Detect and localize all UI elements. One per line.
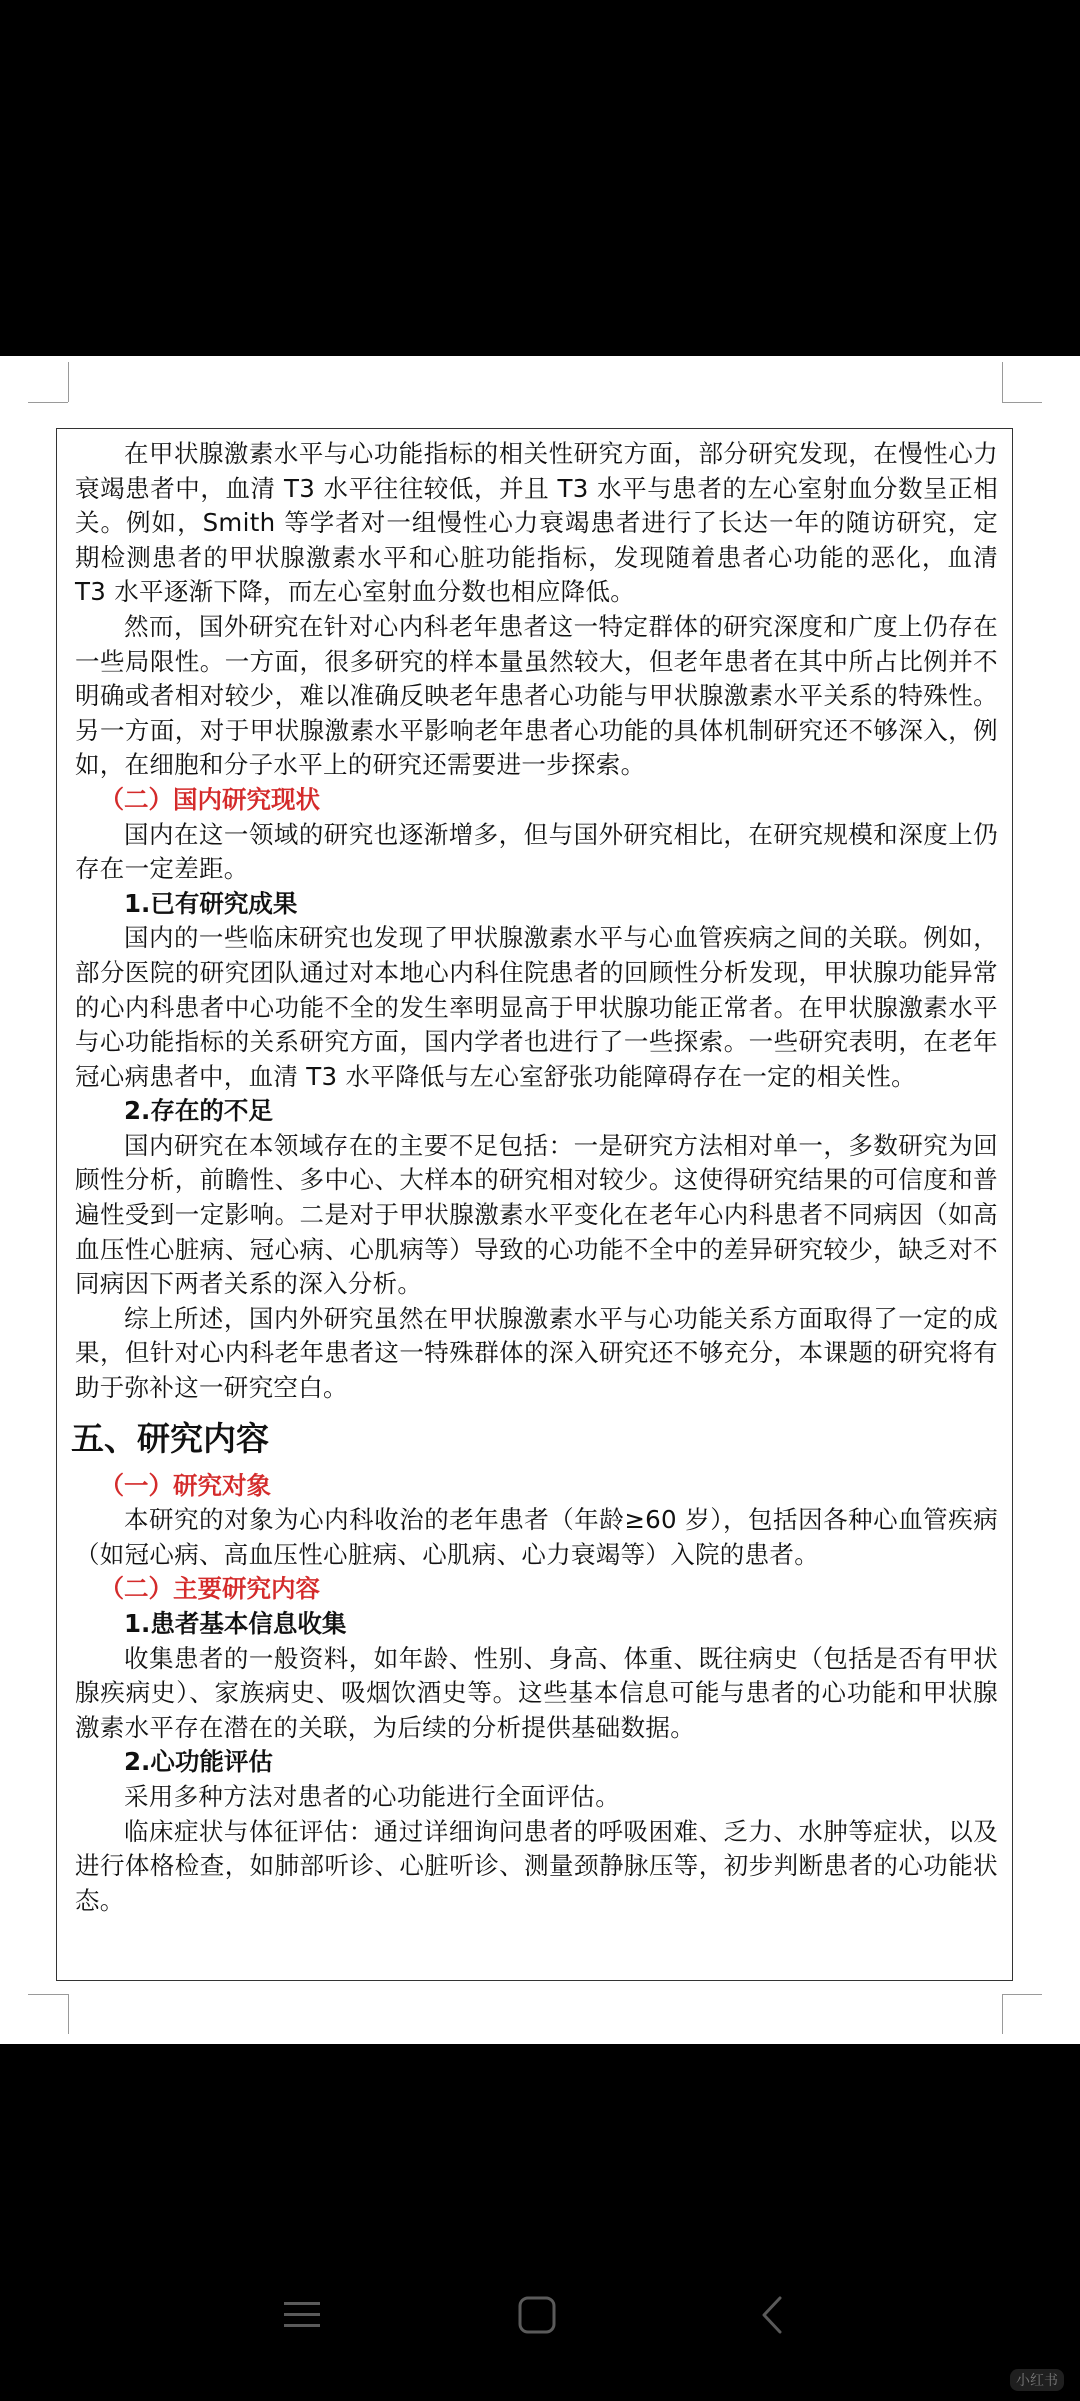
section-heading-domestic: （二）国内研究现状 (99, 784, 320, 814)
crop-mark (68, 362, 69, 402)
crop-mark (28, 1994, 68, 1995)
paragraph: 在甲状腺激素水平与心功能指标的相关性研究方面，部分研究发现，在慢性心力衰竭患者中，血清 T3 水平往往较低，并且 T3 水平与患者的左心室射血分数呈正相关。例如，Smith 等学者对一组慢性心力衰竭患者进行了长达一年的随访研究，定期检测患者的甲状腺激素水平和心脏功能指标，发现随着患者心功能的恶化，血清 T3 水平逐渐下降，而左心室射血分数也相应降低。 (75, 439, 998, 607)
crop-mark (28, 402, 68, 403)
back-icon (742, 2290, 802, 2340)
paragraph: 国内的一些临床研究也发现了甲状腺激素水平与心血管疾病之间的关联。例如，部分医院的研究团队通过对本地心内科住院患者的回顾性分析发现，甲状腺功能异常的心内科患者中心功能不全的发生率明显高于甲状腺功能正常者。在甲状腺激素水平与心功能指标的关系研究方面，国内学者也进行了一些探索。一些研究表明，在老年冠心病患者中，血清 T3 水平降低与左心室舒张功能障碍存在一定的相关性。 (75, 923, 998, 1091)
subheading-info: 1.患者基本信息收集 (124, 1609, 347, 1638)
watermark-badge: 小红书 (1010, 2369, 1064, 2391)
document-page (0, 356, 1080, 2044)
home-icon (507, 2290, 567, 2340)
paragraph: 收集患者的一般资料，如年龄、性别、身高、体重、既往病史（包括是否有甲状腺疾病史）、家族病史、吸烟饮酒史等。这些基本信息可能与患者的心功能和甲状腺激素水平存在潜在的关联，为后续的分析提供基础数据。 (75, 1643, 998, 1742)
menu-button[interactable] (272, 2290, 332, 2340)
subheading-cardiac: 2.心功能评估 (124, 1747, 273, 1777)
document-body (56, 428, 1013, 1981)
crop-mark (1002, 402, 1042, 403)
subheading-achievements: 1.已有研究成果 (124, 888, 298, 918)
paragraph: 临床症状与体征评估：通过详细询问患者的呼吸困难、乏力、水肿等症状，以及进行体格检查，如肺部听诊、心脏听诊、测量颈静脉压等，初步判断患者的心功能状态。 (75, 1816, 998, 1915)
chapter-heading-research-content: 五、研究内容 (71, 1418, 269, 1458)
crop-mark (1002, 1994, 1003, 2034)
paragraph: 然而，国外研究在针对心内科老年患者这一特定群体的研究深度和广度上仍存在一些局限性。一方面，很多研究的样本量虽然较大，但老年患者在其中所占比例并不明确或者相对较少，难以准确反映老年患者心功能与甲状腺激素水平关系的特殊性。另一方面，对于甲状腺激素水平影响老年患者心功能的具体机制研究还不够深入，例如，在细胞和分子水平上的研究还需要进一步探索。 (75, 611, 998, 780)
paragraph: 国内在这一领域的研究也逐渐增多，但与国外研究相比，在研究规模和深度上仍存在一定差距。 (75, 819, 998, 884)
back-button[interactable] (742, 2290, 802, 2340)
section-heading-main-content: （二）主要研究内容 (99, 1574, 320, 1604)
section-heading-subject: （一）研究对象 (99, 1470, 271, 1500)
crop-mark (68, 1994, 69, 2034)
paragraph: 综上所述，国内外研究虽然在甲状腺激素水平与心功能关系方面取得了一定的成果，但针对心内科老年患者这一特殊群体的深入研究还不够充分，本课题的研究将有助于弥补这一研究空白。 (75, 1303, 998, 1403)
paragraph: 采用多种方法对患者的心功能进行全面评估。 (124, 1781, 620, 1811)
crop-mark (1002, 1994, 1042, 1995)
crop-mark (1002, 362, 1003, 402)
system-navigation-bar (0, 2044, 1080, 2401)
home-button[interactable] (507, 2290, 567, 2340)
subheading-deficiency: 2.存在的不足 (124, 1096, 273, 1126)
paragraph: 国内研究在本领域存在的主要不足包括：一是研究方法相对单一，多数研究为回顾性分析，前瞻性、多中心、大样本的研究相对较少。这使得研究结果的可信度和普遍性受到一定影响。二是对于甲状腺激素水平变化在老年心内科患者不同病因（如高血压性心脏病、冠心病、心肌病等）导致的心功能不全中的差异研究较少，缺乏对不同病因下两者关系的深入分析。 (75, 1130, 998, 1299)
menu-icon (272, 2290, 332, 2340)
paragraph: 本研究的对象为心内科收治的老年患者（年龄≥60 岁），包括因各种心血管疾病（如冠心病、高血压性心脏病、心肌病、心力衰竭等）入院的患者。 (75, 1505, 998, 1569)
